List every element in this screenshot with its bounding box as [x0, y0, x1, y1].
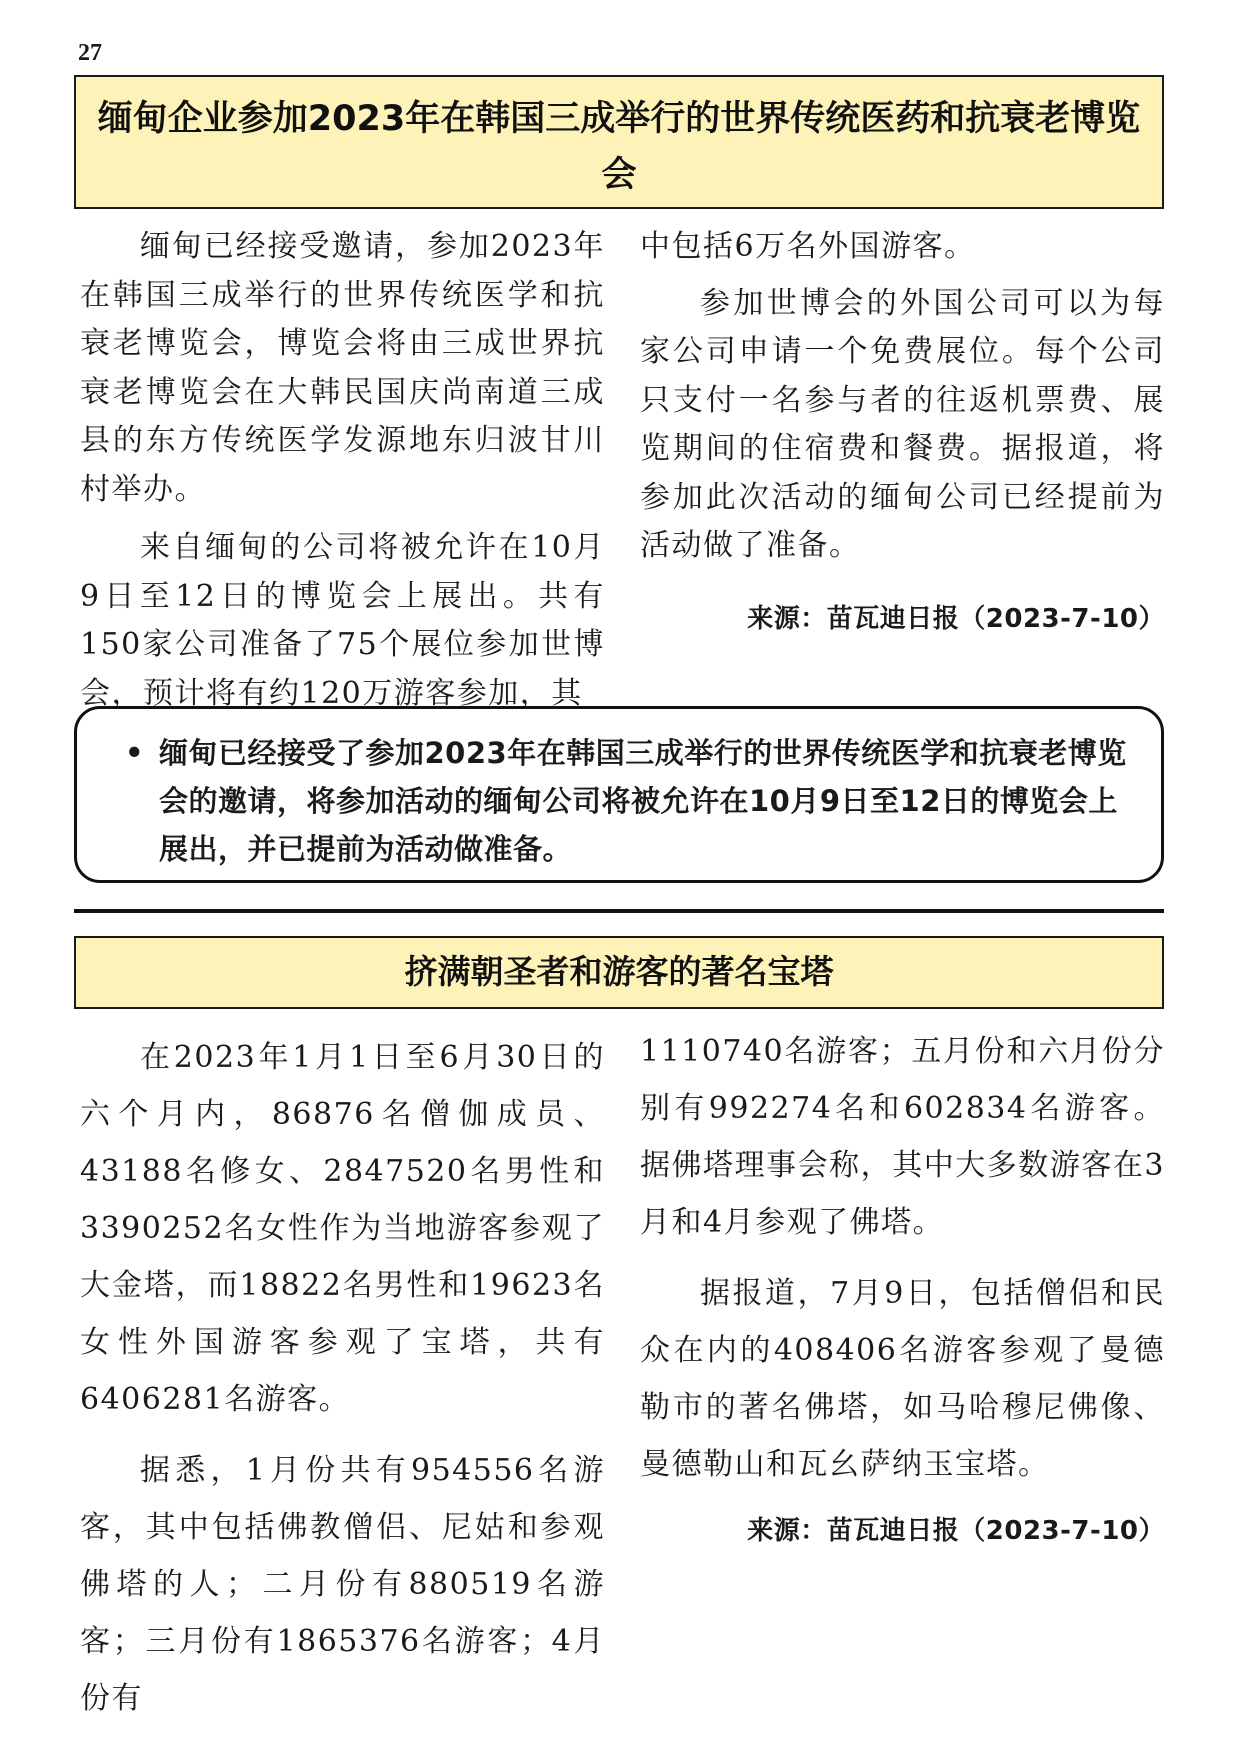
summary-box — [74, 706, 1164, 883]
article1-title: 缅甸企业参加2023年在韩国三成举行的世界传统医药和抗衰老博览会 — [74, 75, 1164, 209]
article2-left-column — [80, 1029, 605, 1727]
summary-list — [125, 729, 1137, 873]
summary-text: 缅甸已经接受了参加2023年在韩国三成举行的世界传统医学和抗衰老博览会的邀请，将参加活动的缅甸公司将被允许在10月9日至12日的博览会上展出，并已提前为活动做准备。 — [159, 736, 1127, 866]
article1-paragraph: 来自缅甸的公司将被允许在10月9日至12日的博览会上展出。共有150家公司准备了75个展位参加世博会，预计将有约120万游客参加，其 — [80, 530, 605, 711]
article2-right-column — [640, 1023, 1165, 1560]
article2-source: 来源：苗瓦迪日报（2023-7-10） — [747, 1516, 1165, 1546]
article1-source: 来源：苗瓦迪日报（2023-7-10） — [747, 603, 1165, 634]
article2-title: 挤满朝圣者和游客的著名宝塔 — [74, 936, 1164, 1009]
article1-right-column — [640, 223, 1165, 643]
article1-paragraph: 缅甸已经接受邀请，参加2023年在韩国三成举行的世界传统医学和抗衰老博览会，博览会将由三成世界抗衰老博览会在大韩民国庆尚南道三成县的东方传统医学发源地东归波甘川村举办。 — [80, 229, 605, 507]
article2-paragraph: 据报道，7月9日，包括僧侣和民众在内的408406名游客参观了曼德勒市的著名佛塔，如马哈穆尼佛像、曼德勒山和瓦幺萨纳玉宝塔。 — [640, 1276, 1165, 1482]
article2-paragraph: 在2023年1月1日至6月30日的六个月内，86876名僧伽成员、43188名修女、2847520名男性和3390252名女性作为当地游客参观了大金塔，而18822名男性和19623名女性外国游客参观了宝塔，共有6406281名游客。 — [80, 1040, 605, 1417]
page-number: 27 — [78, 40, 102, 66]
article1-paragraph-continued: 中包括6万名外国游客。 — [640, 229, 976, 264]
article2-paragraph-continued: 1110740名游客；五月份和六月份分别有992274名和602834名游客。据佛塔理事会称，其中大多数游客在3月和4月参观了佛塔。 — [640, 1034, 1165, 1240]
section-divider — [74, 909, 1164, 913]
article2-paragraph: 据悉，1月份共有954556名游客，其中包括佛教僧侣、尼姑和参观佛塔的人；二月份有880519名游客；三月份有1865376名游客；4月份有 — [80, 1453, 605, 1716]
bullet-icon: • — [125, 736, 145, 770]
summary-item — [125, 729, 1137, 873]
article1-paragraph: 参加世博会的外国公司可以为每家公司申请一个免费展位。每个公司只支付一名参与者的往返机票费、展览期间的住宿费和餐费。据报道，将参加此次活动的缅甸公司已经提前为活动做了准备。 — [640, 285, 1165, 563]
article1-left-column — [80, 223, 605, 718]
